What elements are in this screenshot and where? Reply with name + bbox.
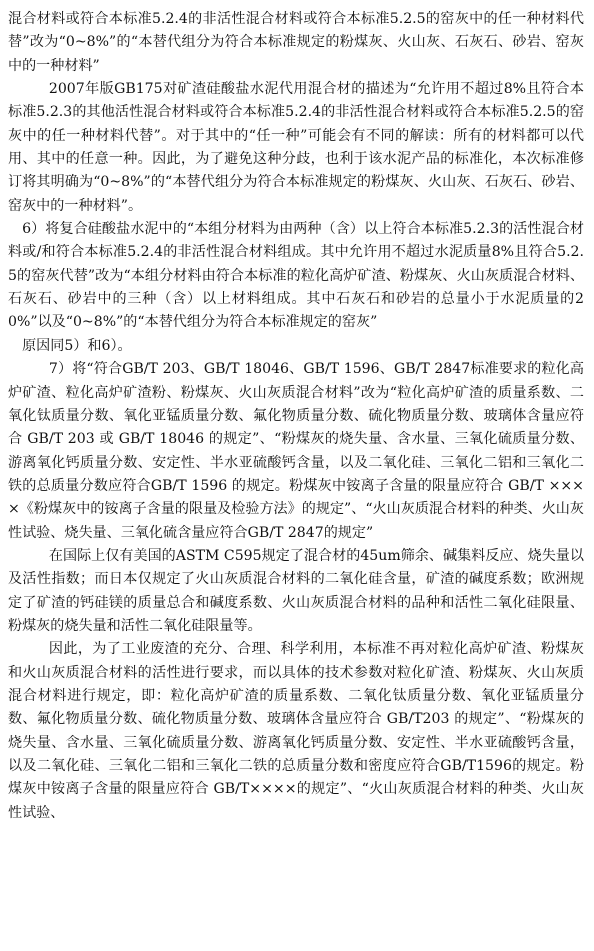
paragraph-international: 在国际上仅有美国的ASTM C595规定了混合材的45um筛余、碱集料反应、烧失量以及活性指数；而日本仅规定了火山灰质混合材料的二氧化硅含量，矿渣的碱度系数；欧洲规定了矿渣的钙硅镁的质量总合和碱度系数、火山灰质混合材料的品种和活性二氧化硅限量、粉煤灰的烧失量和活性二氧化硅限量等。 — [8, 547, 584, 634]
paragraph-continuation: 混合材料或符合本标准5.2.4的非活性混合材料或符合本标准5.2.5的窑灰中的任一种材料代替”改为“0~8%”的“本替代组分为符合本标准规定的粉煤灰、火山灰、石灰石、砂岩、窑灰中的一种材料” — [8, 11, 584, 74]
paragraph-item-6: 6）将复合硅酸盐水泥中的“本组分材料为由两种（含）以上符合本标准5.2.3的活性混合材料或/和符合本标准5.2.4的非活性混合材料组成。其中允许用不超过水泥质量8%且符合5.2.5的窑灰代替”改为“本组分材料由符合本标准的粒化高炉矿渣、粉煤灰、火山灰质混合材料、石灰石、砂岩中的三种（含）以上材料组成。其中石灰石和砂岩的总量小于水泥质量的20%”以及“0~8%”的“本替代组分为符合本标准规定的窑灰” — [8, 221, 584, 331]
paragraph-conclusion: 因此，为了工业废渣的充分、合理、科学利用，本标准不再对粒化高炉矿渣、粉煤灰和火山灰质混合材料的活性进行要求，而以具体的技术参数对粒化矿渣、粉煤灰、火山灰质混合材料进行规定，即：粒化高炉矿渣的质量系数、二氧化钛质量分数、氧化亚锰质量分数、氟化物质量分数、硫化物质量分数、玻璃体含量应符合 GB/T203 的规定”、“粉煤灰的烧失量、含水量、三氧化硫质量分数、游离氧化钙质量分数、安定性、半水亚硫酸钙含量，以及二氧化硅、三氧化二铝和三氧化二铁的总质量分数和密度应符合GB/T1596的规定。粉煤灰中铵离子含量的限量应符合 GB/T××××的规定”、“火山灰质混合材料的种类、火山灰性试验、 — [8, 641, 584, 821]
paragraph-gb175-2007: 2007年版GB175对矿渣硅酸盐水泥代用混合材的描述为“允许用不超过8%且符合本标准5.2.3的其他活性混合材料或符合本标准5.2.4的非活性混合材料或符合本标准5.2.5的窑灰中的任一种材料代替”。对于其中的“任一种”可能会有不同的解读：所有的材料都可以代用、其中的任意一种。因此，为了避免这种分歧，也利于该水泥产品的标准化，本次标准修订将其明确为“0~8%”的“本替代组分为符合本标准规定的粉煤灰、火山灰、石灰石、砂岩、窑灰中的一种材料”。 — [8, 81, 584, 214]
paragraph-reason: 原因同5）和6）。 — [22, 337, 132, 354]
paragraph-item-7: 7）将“符合GB/T 203、GB/T 18046、GB/T 1596、GB/T 2847标准要求的粒化高炉矿渣、粒化高炉矿渣粉、粉煤灰、火山灰质混合材料”改为“粒化高炉矿渣的质量系数、二氧化钛质量分数、氧化亚锰质量分数、氟化物质量分数、硫化物质量分数、玻璃体含量应符合 GB/T 203 或 GB/T 18046 的规定”、“粉煤灰的烧失量、含水量、三氧化硫质量分数、游离氧化钙质量分数、安定性、半水亚硫酸钙含量，以及二氧化硅、三氧化二铝和三氧化二铁的总质量分数应符合GB/T 1596 的规定。粉煤灰中铵离子含量的限量应符合 GB/T ××××《粉煤灰中的铵离子含量的限量及检验方法》的规定”、“火山灰质混合材料的种类、火山灰性试验、烧失量、三氧化硫含量应符合GB/T 2847的规定” — [8, 361, 584, 541]
